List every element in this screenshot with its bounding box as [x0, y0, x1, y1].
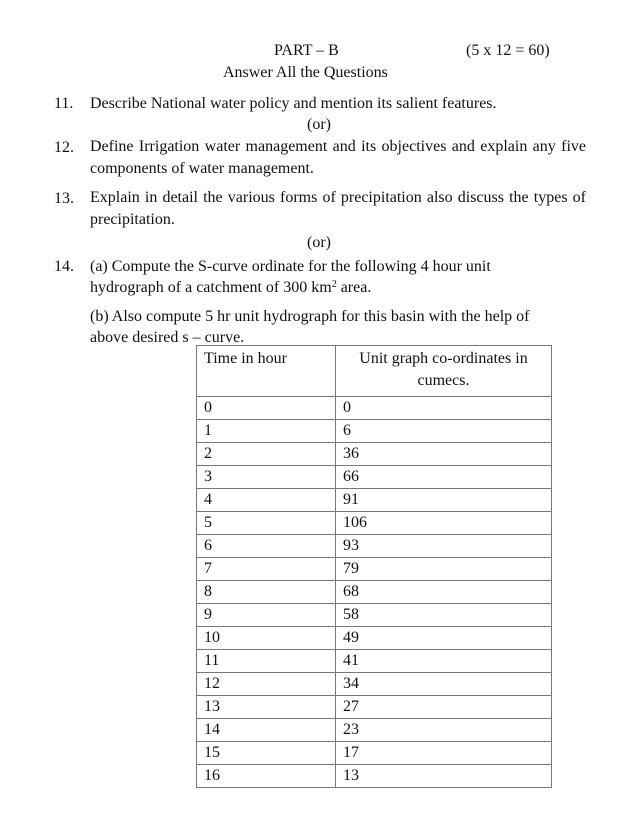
coordinate-cell: 27: [336, 696, 552, 719]
question-text-13: Explain in detail the various forms of precipitation also discuss the types of precipitation.: [90, 189, 586, 228]
or-separator-1: (or): [307, 116, 331, 133]
header-time: Time in hour: [197, 346, 336, 397]
time-cell: 8: [197, 581, 336, 604]
coordinate-cell: 34: [336, 673, 552, 696]
question-text-14a: [90, 256, 560, 298]
time-cell: 3: [197, 466, 336, 489]
coordinate-cell: 58: [336, 604, 552, 627]
unit-hydrograph-table: [196, 345, 552, 788]
table-row: [197, 558, 552, 581]
time-cell: 13: [197, 696, 336, 719]
question-number-13: 13.: [54, 190, 74, 207]
time-cell: 1: [197, 420, 336, 443]
table-row: [197, 397, 552, 420]
coordinate-cell: 17: [336, 742, 552, 765]
time-cell: 12: [197, 673, 336, 696]
question-number-14: 14.: [54, 258, 74, 275]
table-row: [197, 627, 552, 650]
time-cell: 6: [197, 535, 336, 558]
table-row: [197, 604, 552, 627]
table-row: [197, 742, 552, 765]
table-row: [197, 650, 552, 673]
question-text-11: Describe National water policy and mention its salient features.: [90, 95, 497, 112]
coordinate-cell: 41: [336, 650, 552, 673]
table-row: [197, 696, 552, 719]
time-cell: 9: [197, 604, 336, 627]
table-body: [197, 397, 552, 788]
coordinate-cell: 6: [336, 420, 552, 443]
table-header-row: [197, 346, 552, 397]
part-title: PART – B: [274, 42, 339, 59]
time-cell: 14: [197, 719, 336, 742]
table-row: [197, 535, 552, 558]
table-row: [197, 581, 552, 604]
coordinate-cell: 66: [336, 466, 552, 489]
coordinate-cell: 13: [336, 765, 552, 788]
marks-allocation: (5 x 12 = 60): [466, 42, 550, 59]
question-number-12: 12.: [54, 139, 74, 156]
table-row: [197, 719, 552, 742]
time-cell: 15: [197, 742, 336, 765]
coordinate-cell: 93: [336, 535, 552, 558]
coordinate-cell: 36: [336, 443, 552, 466]
coordinate-cell: 91: [336, 489, 552, 512]
question-text-14b: (b) Also compute 5 hr unit hydrograph for this basin with the help of above desired s – curve.: [90, 308, 530, 346]
time-cell: 4: [197, 489, 336, 512]
time-cell: 7: [197, 558, 336, 581]
table-row: [197, 489, 552, 512]
coordinate-cell: 106: [336, 512, 552, 535]
table-row: [197, 420, 552, 443]
coordinate-cell: 0: [336, 397, 552, 420]
time-cell: 16: [197, 765, 336, 788]
coordinate-cell: 23: [336, 719, 552, 742]
question-14a-text-end: area.: [336, 279, 372, 296]
header-coordinates: Unit graph co-ordinates in cumecs.: [336, 346, 552, 397]
question-number-11: 11.: [54, 95, 74, 112]
time-cell: 10: [197, 627, 336, 650]
table-row: [197, 765, 552, 788]
question-text-12: Define Irrigation water management and its objectives and explain any five components of water management.: [90, 138, 586, 177]
superscript-2: 2: [331, 279, 337, 290]
time-cell: 2: [197, 443, 336, 466]
time-cell: 0: [197, 397, 336, 420]
time-cell: 11: [197, 650, 336, 673]
coordinate-cell: 49: [336, 627, 552, 650]
instruction-text: Answer All the Questions: [223, 64, 388, 81]
coordinate-cell: 79: [336, 558, 552, 581]
table-row: [197, 466, 552, 489]
question-14a-text-start: (a) Compute the S-curve ordinate for the following 4 hour unit hydrograph of a catchment of 300 km: [90, 258, 491, 296]
table-row: [197, 443, 552, 466]
table-row: [197, 512, 552, 535]
coordinate-cell: 68: [336, 581, 552, 604]
time-cell: 5: [197, 512, 336, 535]
table-row: [197, 673, 552, 696]
or-separator-2: (or): [307, 234, 331, 251]
